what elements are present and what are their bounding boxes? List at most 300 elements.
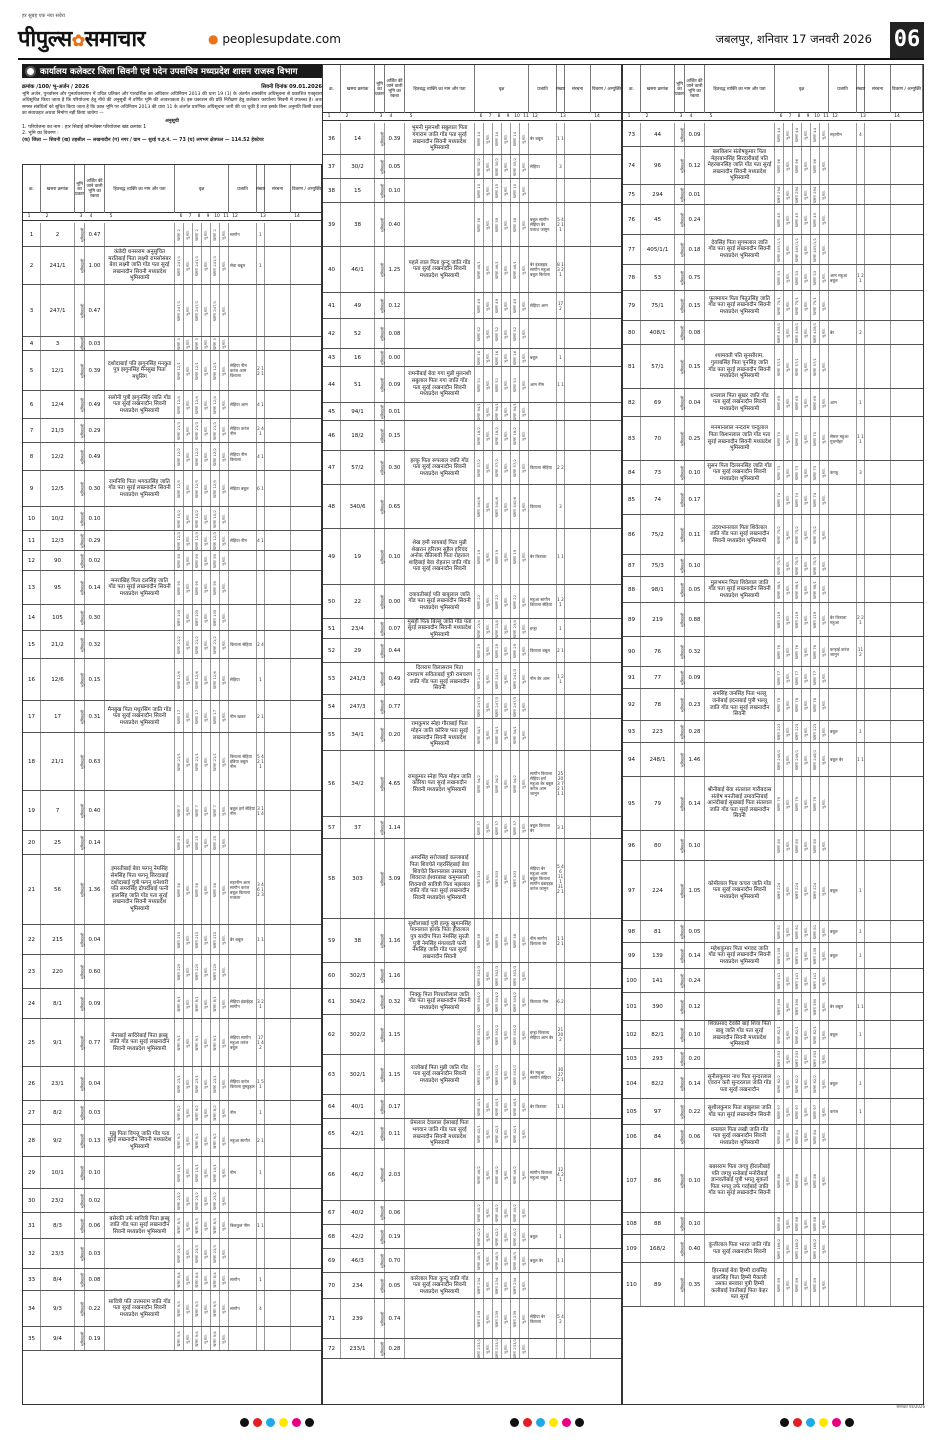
land-type <box>75 831 85 854</box>
structures-cell <box>265 955 291 988</box>
remarks-cell <box>891 147 923 184</box>
khasra-number: 57/1 <box>641 345 675 388</box>
boundary-text: भू.स्वा. <box>503 185 508 196</box>
land-type-text: भूमिस्वामी <box>380 1167 386 1182</box>
boundary-text: भू.स्वा. <box>785 726 790 737</box>
remarks-cell <box>591 123 622 154</box>
boundary-text: भू.स्वा. <box>803 397 808 408</box>
land-type <box>675 689 685 720</box>
land-area: 0.77 <box>85 1019 105 1066</box>
owner-details <box>705 555 775 576</box>
structures-cell <box>865 1263 891 1306</box>
structures-cell <box>265 471 291 506</box>
land-area: 0.14 <box>85 571 105 604</box>
structures-cell <box>565 839 591 918</box>
table-row <box>323 1249 621 1273</box>
boundary-cell <box>175 605 184 630</box>
boundary-text: भू.स्वा. <box>185 338 190 349</box>
tree-species: नीम <box>229 1157 257 1188</box>
khasra-number: 75/1 <box>641 291 675 320</box>
owner-details <box>405 349 475 366</box>
land-type <box>675 515 685 554</box>
boundary-text: खसरा 15 <box>512 183 517 198</box>
header-cell-trees-name: प्रजाति <box>529 65 557 113</box>
land-type-text: भूमिस्वामी <box>80 397 86 412</box>
land-type <box>675 147 685 184</box>
boundary-cell <box>202 701 211 732</box>
tree-species <box>529 963 557 988</box>
khasra-number: 51 <box>341 367 375 402</box>
boundary-text: खसरा 2 <box>212 228 217 241</box>
boundary-cell <box>475 485 484 528</box>
boundary-cell <box>220 955 229 988</box>
boundary-cell <box>820 235 829 264</box>
owner-details <box>105 223 175 246</box>
boundary-text: खसरा 34/2 <box>512 774 517 793</box>
land-type <box>375 123 385 154</box>
remarks-cell <box>591 817 622 838</box>
boundary-text: भू.स्वा. <box>221 884 226 895</box>
tree-species <box>529 1339 557 1358</box>
land-type <box>375 919 385 962</box>
remarks-cell <box>891 123 923 146</box>
boundary-text: भू.स्वा. <box>485 778 490 789</box>
boundary-text: भू.स्वा. <box>221 365 226 376</box>
remarks-cell <box>291 1327 322 1350</box>
boundary-text: भू.स्वा. <box>521 1101 526 1112</box>
khasra-number: 22 <box>341 585 375 618</box>
boundary-cell <box>520 1339 529 1358</box>
boundary-text: भू.स्वा. <box>185 1303 190 1314</box>
boundary-text: भू.स्वा. <box>503 379 508 390</box>
register-dot <box>279 1418 288 1427</box>
boundary-text: खसरा 69 <box>812 395 817 410</box>
boundary-text: खसरा 37 <box>476 820 481 835</box>
remarks-cell <box>291 659 322 700</box>
boundary-cell <box>811 235 820 264</box>
table-row <box>623 321 923 345</box>
boundary-cell <box>211 631 220 658</box>
boundary-text: भू.स्वा. <box>521 1231 526 1242</box>
land-type <box>375 1015 385 1054</box>
column-number: 6 <box>779 114 783 119</box>
boundary-cell <box>484 1119 493 1148</box>
schedule-label: अनुसूची <box>165 118 179 124</box>
land-area: 0.02 <box>85 551 105 570</box>
boundary-cell <box>802 969 811 992</box>
khasra-number: 247/3 <box>341 695 375 718</box>
khasra-number: 247/1 <box>41 285 75 336</box>
boundary-text: भू.स्वा. <box>803 433 808 444</box>
land-type-text: भूमिस्वामी <box>80 423 86 438</box>
boundary-cell <box>511 619 520 638</box>
boundary-cell <box>475 179 484 202</box>
boundary-cell <box>820 1125 829 1148</box>
tree-count: 2 2 <box>557 451 565 484</box>
column-number: 7 <box>788 114 792 119</box>
boundary-cell <box>220 1125 229 1156</box>
khasra-number: 3 <box>41 337 75 350</box>
boundary-text: भू.स्वा. <box>521 701 526 712</box>
table-row <box>23 605 321 631</box>
boundary-cell <box>775 555 784 576</box>
boundary-text: भू.स्वा. <box>821 726 826 737</box>
tree-count: 1 1 2 1 <box>557 919 565 962</box>
boundary-cell <box>184 1213 193 1238</box>
boundary-text: भू.स्वा. <box>521 1255 526 1266</box>
structures-cell <box>565 919 591 962</box>
boundary-cell <box>493 1339 502 1358</box>
table-row <box>323 639 621 663</box>
boundary-text: भू.स्वा. <box>485 873 490 884</box>
tree-count <box>857 235 865 264</box>
khasra-number: 9/2 <box>41 1125 75 1156</box>
table-row <box>323 585 621 619</box>
tree-count <box>257 285 265 336</box>
boundary-text: खसरा 9/1 <box>194 1034 199 1051</box>
tree-species: महानीम आम सागौन करंज बबूल किराला गवरला <box>229 855 257 924</box>
boundary-cell <box>784 577 793 602</box>
remarks-cell <box>591 719 622 750</box>
tree-species: करंज <box>829 1099 857 1124</box>
boundary-text: खसरा 49 <box>512 298 517 313</box>
boundary-text: खसरा 38 <box>476 217 481 232</box>
khasra-number: 302/1 <box>341 1055 375 1094</box>
land-area: 0.11 <box>385 1119 405 1148</box>
boundary-text: खसरा 16 <box>476 350 481 365</box>
boundary-text: भू.स्वा. <box>221 1195 226 1206</box>
serial-number: 106 <box>623 1125 641 1148</box>
boundary-text: भू.स्वा. <box>221 639 226 650</box>
land-type-text: भूमिस्वामी <box>680 1241 686 1256</box>
structures-cell <box>265 925 291 954</box>
boundary-cell <box>502 155 511 178</box>
column-number: 3 <box>79 214 83 219</box>
header-cell-serial: क्र. <box>323 65 341 113</box>
boundary-text: भू.स्वा. <box>785 584 790 595</box>
remarks-cell <box>591 1149 622 1200</box>
boundary-text: खसरा 52 <box>494 326 499 341</box>
boundary-cell <box>211 391 220 418</box>
boundary-text: भू.स्वा. <box>503 501 508 512</box>
tree-count: 1 <box>257 1101 265 1124</box>
land-type-text: भूमिस्वामी <box>380 262 386 277</box>
khasra-number: 82/1 <box>641 1021 675 1048</box>
table-row <box>623 1235 923 1263</box>
boundary-text: भू.स्वा. <box>503 219 508 230</box>
boundary-cell <box>802 485 811 514</box>
khasra-number: 294 <box>641 185 675 204</box>
boundary-text: खसरा 9/2 <box>176 1132 181 1149</box>
tree-species: बबूल <box>529 349 557 366</box>
boundary-text: खसरा 248/1 <box>776 749 781 770</box>
boundary-cell <box>802 603 811 636</box>
serial-number: 67 <box>323 1201 341 1224</box>
boundary-text: भू.स्वा. <box>785 1279 790 1290</box>
boundary-cell <box>202 419 211 442</box>
boundary-cell <box>493 367 502 402</box>
boundary-cell <box>520 123 529 154</box>
structures-cell <box>565 817 591 838</box>
owner-details: कारेलाल पिता कुन्दू जाति गोंड पता सुरई लखनादौन सिवनी मध्यप्रदेश भूमिस्वामी <box>405 1273 475 1298</box>
boundary-cell <box>775 461 784 484</box>
tree-count <box>857 1049 865 1068</box>
boundary-cell <box>493 619 502 638</box>
boundary-text: खसरा 21/3 <box>176 421 181 440</box>
boundary-cell <box>493 663 502 694</box>
boundary-text: खसरा 34/2 <box>494 774 499 793</box>
boundary-text: भू.स्वा. <box>221 966 226 977</box>
serial-number: 45 <box>323 403 341 420</box>
boundary-text: खसरा 7 <box>212 804 217 817</box>
boundary-text: भू.स्वा. <box>203 884 208 895</box>
boundary-cell <box>193 701 202 732</box>
header-cell-trees-count: संख्या <box>557 65 565 113</box>
remarks-cell <box>291 391 322 418</box>
boundary-cell <box>511 1273 520 1298</box>
land-type <box>675 1049 685 1068</box>
serial-number: 37 <box>323 155 341 178</box>
tree-count <box>557 1201 565 1224</box>
remarks-cell <box>291 1157 322 1188</box>
remarks-cell <box>291 989 322 1018</box>
boundary-text: खसरा 23/2 <box>212 1191 217 1210</box>
boundary-text: भू.स्वा. <box>485 1029 490 1040</box>
tree-species <box>529 421 557 450</box>
land-type-text: भूमिस्वामी <box>380 1099 386 1114</box>
land-type-text: भूमिस्वामी <box>80 835 86 850</box>
boundary-text: खसरा 25 <box>176 835 181 850</box>
boundary-cell <box>793 1069 802 1098</box>
structures-cell <box>265 659 291 700</box>
land-area: 0.32 <box>685 637 705 666</box>
boundary-cell <box>475 123 484 154</box>
boundary-text: भू.स्वा. <box>185 1248 190 1259</box>
header-cell-area: अर्जित की जाने वाली भूमि का रकबा <box>685 65 705 113</box>
boundary-text: भू.स्वा. <box>485 645 490 656</box>
boundary-cell <box>820 1235 829 1262</box>
tree-count: 1 <box>857 1021 865 1048</box>
land-type <box>75 471 85 506</box>
serial-number: 78 <box>623 265 641 290</box>
boundary-cell <box>493 529 502 584</box>
remarks-cell <box>291 337 322 350</box>
remarks-cell <box>891 417 923 460</box>
boundary-cell <box>520 619 529 638</box>
boundary-cell <box>775 1125 784 1148</box>
khasra-number: 40/2 <box>341 1201 375 1224</box>
boundary-text: भू.स्वा. <box>221 934 226 945</box>
boundary-text: भू.स्वा. <box>221 756 226 767</box>
boundary-cell <box>502 203 511 246</box>
boundary-text: खसरा 8/4 <box>194 1271 199 1288</box>
boundary-text: भू.स्वा. <box>485 970 490 981</box>
boundary-cell <box>820 147 829 184</box>
schedule-table-column-3 <box>622 64 924 1405</box>
owner-details: महेशकुमार पिता भगवद जाति गोंड पता सुरई लखनादौन सिवनी मध्यप्रदेश भूमिस्वामी <box>705 943 775 968</box>
boundary-cell <box>493 695 502 718</box>
boundary-text: खसरा 75/1 <box>776 296 781 315</box>
tree-species: बेर इंडाइहड़ सागौन महुआ बबूल किराला <box>529 247 557 292</box>
land-type <box>675 1263 685 1306</box>
boundary-text: भू.स्वा. <box>185 639 190 650</box>
land-area: 0.05 <box>385 155 405 178</box>
boundary-cell <box>784 1149 793 1212</box>
land-type <box>675 321 685 344</box>
structures-cell <box>265 1327 291 1350</box>
table-row <box>623 1069 923 1099</box>
boundary-text: भू.स्वा. <box>785 699 790 710</box>
khasra-number: 89 <box>641 1263 675 1306</box>
boundary-text: खसरा 46/2 <box>512 1165 517 1184</box>
boundary-cell <box>793 515 802 554</box>
boundary-cell <box>520 839 529 918</box>
column-number: 11 <box>223 214 229 219</box>
table-row <box>23 855 321 925</box>
remarks-cell <box>891 831 923 860</box>
boundary-text: खसरा 390 <box>776 998 781 1015</box>
owner-details: दिलराम विलासराम पिता रामचरण सविताबाई पुत्री रामचरण जाति गोंड पता सुरई लखनादौन सिवनी <box>405 663 475 694</box>
header-cell-serial: क्र. <box>23 165 41 213</box>
khasra-number: 17 <box>41 701 75 732</box>
remarks-cell <box>291 1213 322 1238</box>
boundary-cell <box>802 667 811 688</box>
land-type-text: भूमिस्वामी <box>80 258 86 273</box>
boundary-cell <box>220 701 229 732</box>
boundary-cell <box>511 1249 520 1272</box>
land-type <box>375 203 385 246</box>
boundary-text: भू.स्वा. <box>785 672 790 683</box>
table-row <box>23 419 321 443</box>
boundary-cell <box>484 293 493 318</box>
land-type <box>75 507 85 530</box>
boundary-text: खसरा 70 <box>794 431 799 446</box>
boundary-cell <box>511 751 520 816</box>
boundary-text: भू.स्वा. <box>521 462 526 473</box>
land-type-text: भूमिस्वामी <box>380 326 386 341</box>
tree-count <box>557 1119 565 1148</box>
boundary-text: खसरा 405/1/1 <box>812 237 817 262</box>
boundary-cell <box>484 247 493 292</box>
boundary-text: खसरा 88 <box>812 1216 817 1231</box>
boundary-text: खसरा 79 <box>812 796 817 811</box>
table-row <box>323 663 621 695</box>
boundary-cell <box>202 351 211 390</box>
tree-count <box>857 1149 865 1212</box>
tree-count: 2 2 1 <box>857 603 865 636</box>
boundary-cell <box>211 247 220 284</box>
boundary-cell <box>784 1263 793 1306</box>
boundary-text: भू.स्वा. <box>803 1078 808 1089</box>
remarks-cell <box>291 1101 322 1124</box>
boundary-text: भू.स्वा. <box>803 926 808 937</box>
remarks-cell <box>591 839 622 918</box>
boundary-cell <box>211 1291 220 1326</box>
boundary-cell <box>520 349 529 366</box>
boundary-text: भू.स्वा. <box>485 352 490 363</box>
tree-species: बेर महुआ सागौन सेहिया <box>529 1055 557 1094</box>
boundary-text: भू.स्वा. <box>503 1029 508 1040</box>
boundary-cell <box>175 285 184 336</box>
land-area: 0.03 <box>85 1101 105 1124</box>
serial-number: 51 <box>323 619 341 638</box>
boundary-text: खसरा 88 <box>776 1216 781 1231</box>
boundary-text: भू.स्वा. <box>803 494 808 505</box>
boundary-cell <box>820 667 829 688</box>
boundary-cell <box>511 639 520 662</box>
boundary-text: भू.स्वा. <box>521 596 526 607</box>
boundary-cell <box>811 689 820 720</box>
register-dot <box>549 1418 558 1427</box>
boundary-text: भू.स्वा. <box>203 1167 208 1178</box>
khasra-number: 23/1 <box>41 1067 75 1100</box>
boundary-text: भू.स्वा. <box>503 264 508 275</box>
owner-details <box>405 963 475 988</box>
boundary-text: भू.स्वा. <box>185 399 190 410</box>
boundary-text: भू.स्वा. <box>785 1243 790 1254</box>
tree-count: 8 1 3 2 1 <box>557 247 565 292</box>
boundary-text: भू.स्वा. <box>221 483 226 494</box>
boundary-cell <box>520 1095 529 1118</box>
header-cell-area: अर्जित की जाने वाली भूमि का रकबा <box>85 165 105 213</box>
boundary-text: भू.स्वा. <box>203 756 208 767</box>
boundary-cell <box>220 1269 229 1290</box>
remarks-cell <box>891 921 923 942</box>
boundary-cell <box>520 1201 529 1224</box>
remarks-cell <box>291 855 322 924</box>
boundary-cell <box>775 1149 784 1212</box>
tree-species <box>829 291 857 320</box>
website-link[interactable] <box>208 32 341 46</box>
land-type-text: भूमिस्वामी <box>680 948 686 963</box>
boundary-text: खसरा 82/2 <box>776 1074 781 1093</box>
tree-count: 1 <box>857 943 865 968</box>
boundary-text: भू.स्वा. <box>521 822 526 833</box>
boundary-cell <box>820 389 829 416</box>
tree-count: 1 1 <box>257 1213 265 1238</box>
boundary-cell <box>793 943 802 968</box>
serial-number: 14 <box>23 605 41 630</box>
boundary-text: खसरा 12/4 <box>176 395 181 414</box>
newspaper-logo <box>18 23 145 53</box>
land-type <box>375 179 385 202</box>
boundary-cell <box>775 515 784 554</box>
boundary-text: भू.स्वा. <box>521 1280 526 1291</box>
boundary-cell <box>175 1239 184 1268</box>
header-cell-trees-group: वृक्ष <box>175 165 229 213</box>
structures-cell <box>865 667 891 688</box>
boundary-text: भू.स्वा. <box>521 729 526 740</box>
boundary-cell <box>793 485 802 514</box>
boundary-cell <box>820 943 829 968</box>
register-dot <box>780 1418 789 1427</box>
table-row <box>323 695 621 719</box>
boundary-cell <box>802 921 811 942</box>
owner-details: मुलभमन पिता शिवेलाल जाति गोंड पता सुरई लखनादौन सिवनी मध्यप्रदेश भूमिस्वामी <box>705 577 775 602</box>
boundary-text: भू.स्वा. <box>221 837 226 848</box>
tree-species <box>229 605 257 630</box>
land-area: 0.10 <box>685 1021 705 1048</box>
boundary-cell <box>484 123 493 154</box>
notice-schedule <box>22 119 322 145</box>
boundary-cell <box>184 605 193 630</box>
boundary-text: भू.स्वा. <box>521 300 526 311</box>
structures-cell <box>865 943 891 968</box>
boundary-cell <box>220 659 229 700</box>
boundary-text: भू.स्वा. <box>221 711 226 722</box>
boundary-cell <box>484 349 493 366</box>
land-type <box>75 659 85 700</box>
